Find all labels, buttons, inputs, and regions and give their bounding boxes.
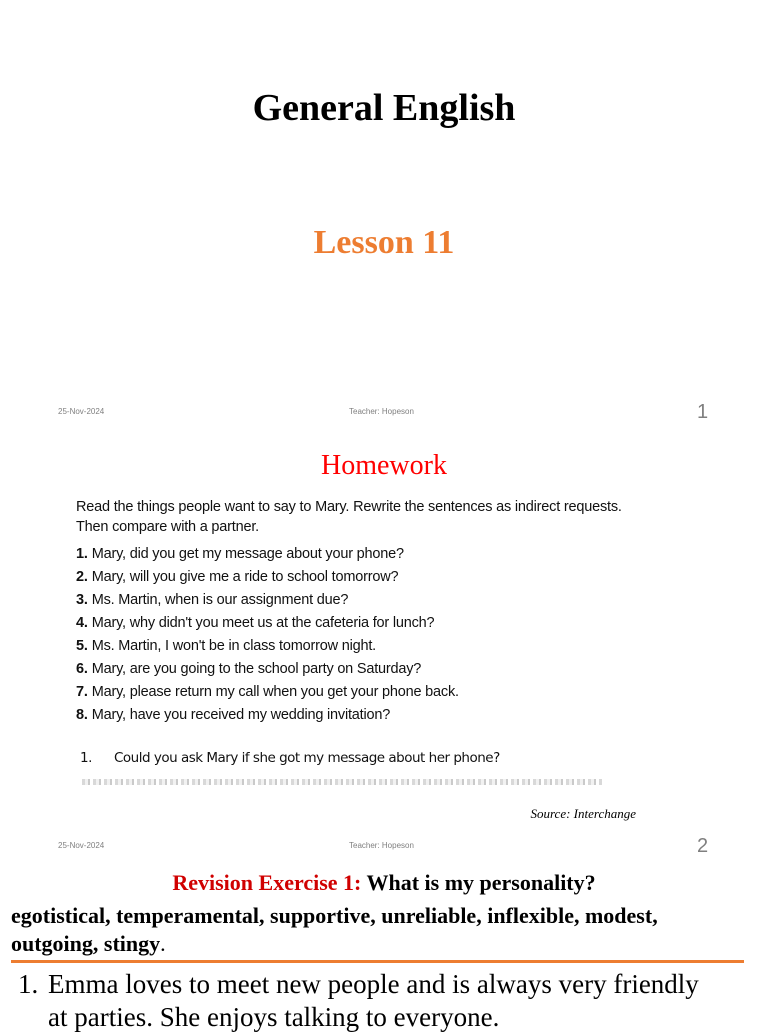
slide1-page-number: 1 (697, 401, 709, 423)
list-item (76, 592, 348, 608)
adjectives-end: . (160, 931, 166, 956)
list-item (76, 569, 398, 585)
question-1-line-2: at parties. She enjoys talking to everyone. (48, 1002, 500, 1032)
lesson-number: Lesson 11 (313, 224, 455, 261)
slide1-title: General English (252, 87, 516, 129)
item-number: 5. (76, 638, 88, 654)
adjective-list (11, 902, 768, 958)
question-1-line-1 (18, 968, 758, 1001)
item-text: Mary, why didn't you meet us at the cafeteria for lunch? (91, 615, 435, 631)
divider (11, 960, 744, 963)
item-text: Mary, did you get my message about your phone? (91, 546, 404, 562)
revision-question: What is my personality? (361, 870, 596, 895)
answer-text: Could you ask Mary if she got my message about her phone? (114, 750, 500, 766)
list-item (76, 707, 390, 723)
list-item (76, 638, 376, 654)
answer-number: 1. (80, 750, 92, 766)
item-number: 1. (76, 546, 88, 562)
question-number: 1. (18, 969, 39, 999)
item-text: Ms. Martin, when is our assignment due? (91, 592, 349, 608)
homework-title: Homework (321, 450, 447, 481)
item-number: 7. (76, 684, 88, 700)
instructions-line-2: Then compare with a partner. (76, 519, 259, 535)
scanned-line-residue (82, 779, 602, 785)
adjectives-line-1: egotistical, temperamental, supportive, unreliable, inflexible, modest, (11, 903, 658, 928)
slide2-footer-teacher: Teacher: Hopeson (349, 841, 414, 850)
item-number: 3. (76, 592, 88, 608)
item-text: Mary, are you going to the school party on Saturday? (91, 661, 422, 677)
question-text: Emma loves to meet new people and is always very friendly (48, 969, 699, 999)
question-1 (18, 968, 758, 1034)
slide1-footer-teacher: Teacher: Hopeson (349, 407, 414, 416)
item-number: 2. (76, 569, 88, 585)
item-text: Ms. Martin, I won't be in class tomorrow night. (91, 638, 376, 654)
list-item (76, 661, 421, 677)
item-text: Mary, will you give me a ride to school tomorrow? (91, 569, 399, 585)
adjectives-line-2: outgoing, stingy (11, 931, 161, 956)
adjectives-line-2-wrap (11, 930, 768, 958)
item-number: 6. (76, 661, 88, 677)
slide2-footer-date: 25-Nov-2024 (58, 841, 105, 850)
list-item (76, 615, 434, 631)
instructions-line-1: Read the things people want to say to Mary. Rewrite the sentences as indirect requests. (76, 499, 622, 515)
item-number: 4. (76, 615, 88, 631)
slide2-page-number: 2 (697, 835, 709, 857)
revision-label: Revision Exercise 1: (172, 870, 362, 895)
item-text: Mary, have you received my wedding invitation? (91, 707, 391, 723)
slide1-footer-date: 25-Nov-2024 (58, 407, 105, 416)
list-item (76, 546, 404, 562)
item-text: Mary, please return my call when you get your phone back. (91, 684, 459, 700)
revision-heading (0, 870, 768, 896)
source-credit: Source: Interchange (530, 806, 636, 821)
list-item (76, 684, 459, 700)
item-number: 8. (76, 707, 88, 723)
